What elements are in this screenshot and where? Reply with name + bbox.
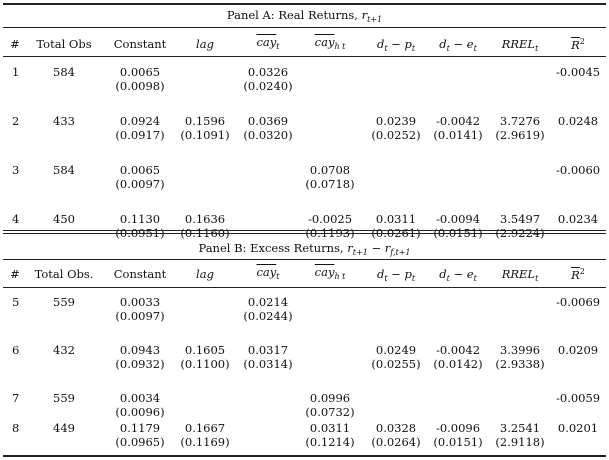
cell-cayh: -0.0025: [307, 212, 353, 226]
panel-b-top-rule: [3, 233, 606, 234]
panel-a-title-text: Panel A: Real Returns,: [226, 8, 362, 22]
cell-dp: 0.0328: [375, 421, 417, 435]
cell-de: -0.0096: [435, 421, 481, 435]
panel-a-bottom-rule: [3, 230, 606, 231]
cell-cayh-se: (0.0732): [305, 405, 355, 419]
panel-a-title-rule: [3, 27, 606, 28]
cell-rrel-se: (2.9338): [495, 357, 545, 371]
cell-constant-se: (0.0965): [115, 435, 165, 449]
cell-dp: 0.0249: [375, 343, 417, 357]
cell-dp: 0.0311: [375, 212, 417, 226]
panel-a-title: [0, 8, 609, 27]
cell-r2: -0.0045: [556, 65, 601, 79]
cell-obs: 584: [53, 65, 75, 79]
cell-r2: 0.0234: [557, 212, 599, 226]
cell-rrel: 3.3996: [499, 343, 541, 357]
cell-dp-se: (0.0261): [371, 226, 421, 240]
col-obs-header: Total Obs.: [34, 267, 94, 281]
cell-obs: 559: [53, 391, 75, 405]
cell-cayh-se: (0.1214): [305, 435, 355, 449]
col-cayh-header: $\overline{cay}_{h t}$: [314, 35, 346, 51]
cell-cay: 0.0214: [247, 295, 289, 309]
cell-lag: 0.1596: [184, 114, 226, 128]
panel-b-header-rule: [3, 287, 606, 288]
cell-constant-se: (0.0917): [115, 128, 165, 142]
cell-de: -0.0042: [435, 343, 481, 357]
cell-dp-se: (0.0264): [371, 435, 421, 449]
cell-rrel-se: (2.9619): [495, 128, 545, 142]
cell-cayh-se: (0.0718): [305, 177, 355, 191]
cell-r2: 0.0248: [557, 114, 599, 128]
cell-de: -0.0042: [435, 114, 481, 128]
cell-constant: 0.1130: [119, 212, 161, 226]
row-num: 5: [12, 295, 20, 309]
cell-constant: 0.1179: [119, 421, 161, 435]
col-de-header: $d_t - e_t$: [439, 267, 477, 283]
cell-rrel-se: (2.9118): [495, 435, 545, 449]
col-cay-header: $\overline{cay}_t$: [256, 35, 280, 51]
col-rrel-header: $RREL_t$: [501, 37, 539, 53]
col-num-header: #: [10, 267, 20, 281]
col-constant-header: Constant: [113, 37, 167, 51]
cell-lag-se: (0.1160): [180, 226, 230, 240]
cell-constant: 0.0033: [119, 295, 161, 309]
cell-cay: 0.0326: [247, 65, 289, 79]
panel-b-title-sub: t+1: [352, 248, 368, 257]
cell-constant: 0.0924: [119, 114, 161, 128]
col-num-header: #: [10, 37, 20, 51]
cell-obs: 584: [53, 163, 75, 177]
cell-rrel: 3.5497: [499, 212, 541, 226]
row-num: 4: [12, 212, 20, 226]
cell-constant: 0.0943: [119, 343, 161, 357]
cell-cayh: 0.0311: [309, 421, 351, 435]
panel-a-header-rule: [3, 56, 606, 57]
col-r2-header: $\overline{R}^2$: [571, 37, 585, 52]
cell-de-se: (0.0151): [433, 226, 483, 240]
cell-cay: 0.0317: [247, 343, 289, 357]
col-r2-header: $\overline{R}^2$: [571, 267, 585, 282]
panel-a-title-sub: t+1: [367, 15, 383, 24]
row-num: 1: [12, 65, 20, 79]
cell-de-se: (0.0151): [433, 435, 483, 449]
cell-cay-se: (0.0320): [243, 128, 293, 142]
cell-constant-se: (0.0097): [115, 177, 165, 191]
cell-constant-se: (0.0097): [115, 309, 165, 323]
cell-obs: 432: [53, 343, 75, 357]
cell-cayh: 0.0996: [309, 391, 351, 405]
cell-r2: -0.0069: [556, 295, 601, 309]
cell-lag-se: (0.1100): [180, 357, 230, 371]
row-num: 8: [12, 421, 20, 435]
cell-obs: 559: [53, 295, 75, 309]
cell-rrel: 3.7276: [499, 114, 541, 128]
top-rule: [3, 3, 606, 5]
row-num: 6: [12, 343, 20, 357]
cell-constant-se: (0.0096): [115, 405, 165, 419]
panel-b-title-rule: [3, 259, 606, 260]
cell-lag-se: (0.1091): [180, 128, 230, 142]
cell-obs: 433: [53, 114, 75, 128]
cell-r2: -0.0060: [556, 163, 601, 177]
col-de-header: $d_t - e_t$: [439, 37, 477, 53]
col-cayh-header: $\overline{cay}_{h t}$: [314, 265, 346, 281]
bottom-rule: [3, 455, 606, 457]
cell-r2: 0.0209: [557, 343, 599, 357]
panel-b-title: [0, 241, 609, 260]
cell-r2: -0.0059: [556, 391, 601, 405]
cell-cayh: 0.0708: [309, 163, 351, 177]
panel-b-title-var: r: [347, 241, 353, 255]
cell-lag: 0.1605: [184, 343, 226, 357]
cell-obs: 449: [53, 421, 75, 435]
cell-rrel: 3.2541: [499, 421, 541, 435]
cell-lag: 0.1636: [184, 212, 226, 226]
col-rrel-header: $RREL_t$: [501, 267, 539, 283]
cell-cay-se: (0.0314): [243, 357, 293, 371]
col-dp-header: $d_t - p_t$: [376, 267, 416, 283]
cell-constant-se: (0.0951): [115, 226, 165, 240]
cell-cayh-se: (0.1193): [305, 226, 355, 240]
cell-de-se: (0.0142): [433, 357, 483, 371]
cell-dp-se: (0.0252): [371, 128, 421, 142]
cell-cay-se: (0.0240): [243, 79, 293, 93]
cell-de: -0.0094: [435, 212, 481, 226]
cell-constant: 0.0065: [119, 65, 161, 79]
cell-r2: 0.0201: [557, 421, 599, 435]
row-num: 7: [12, 391, 20, 405]
col-dp-header: $d_t - p_t$: [376, 37, 416, 53]
cell-lag: 0.1667: [184, 421, 226, 435]
col-constant-header: Constant: [113, 267, 167, 281]
cell-constant: 0.0065: [119, 163, 161, 177]
col-cay-header: $\overline{cay}_t$: [256, 265, 280, 281]
cell-dp: 0.0239: [375, 114, 417, 128]
col-lag-header: lag: [196, 267, 214, 281]
panel-b-title-mid: − r: [367, 241, 391, 255]
panel-a-title-var: r: [361, 8, 368, 22]
row-num: 3: [12, 163, 20, 177]
cell-constant: 0.0034: [119, 391, 161, 405]
cell-dp-se: (0.0255): [371, 357, 421, 371]
cell-de-se: (0.0141): [433, 128, 483, 142]
cell-constant-se: (0.0098): [115, 79, 165, 93]
cell-cay-se: (0.0244): [243, 309, 293, 323]
cell-constant-se: (0.0932): [115, 357, 165, 371]
col-lag-header: lag: [196, 37, 214, 51]
cell-obs: 450: [53, 212, 75, 226]
panel-b-title-text: Panel B: Excess Returns,: [198, 241, 348, 255]
panel-b-title-sub2: f,t+1: [390, 248, 411, 257]
row-num: 2: [12, 114, 20, 128]
cell-lag-se: (0.1169): [180, 435, 230, 449]
col-obs-header: Total Obs: [36, 37, 92, 51]
cell-rrel-se: (2.9224): [495, 226, 545, 240]
cell-cay: 0.0369: [247, 114, 289, 128]
